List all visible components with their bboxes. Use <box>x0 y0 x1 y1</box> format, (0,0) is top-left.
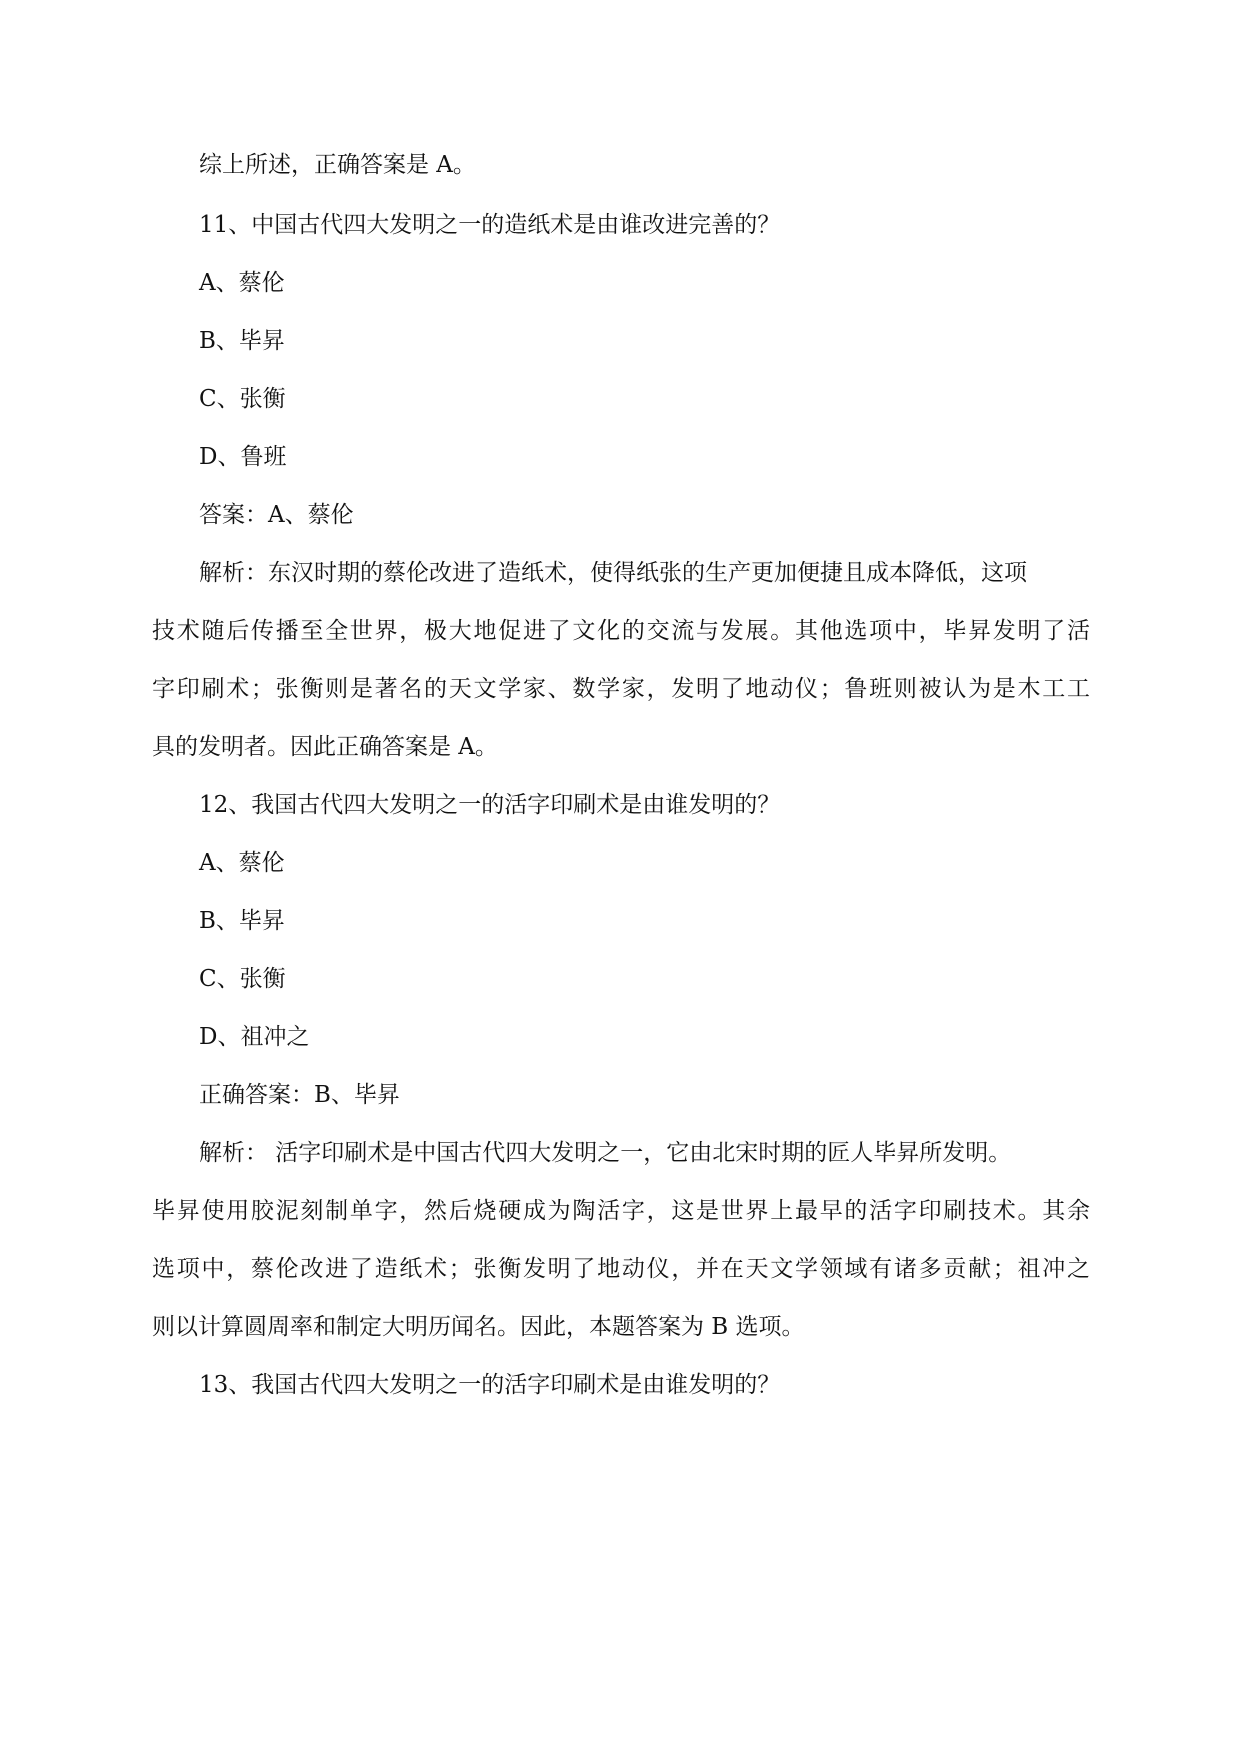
q12-analysis-line-1: 解析： 活字印刷术是中国古代四大发明之一，它由北宋时期的匠人毕昇所发明。 <box>199 1140 1012 1166</box>
summary-line: 综上所述，正确答案是 A。 <box>199 152 476 178</box>
q11-option-d: D、鲁班 <box>199 444 287 470</box>
q12-analysis-line-3: 选项中，蔡伦改进了造纸术；张衡发明了地动仪，并在天文学领域有诸多贡献；祖冲之 <box>152 1256 1090 1282</box>
q11-analysis-line-3: 字印刷术；张衡则是著名的天文学家、数学家，发明了地动仪；鲁班则被认为是木工工 <box>152 676 1090 702</box>
question-13: 13、我国古代四大发明之一的活字印刷术是由谁发明的？ <box>199 1372 781 1398</box>
q12-analysis-line-4: 则以计算圆周率和制定大明历闻名。因此，本题答案为 B 选项。 <box>152 1314 805 1340</box>
q11-analysis-line-4: 具的发明者。因此正确答案是 A。 <box>152 734 498 760</box>
q12-option-a: A、蔡伦 <box>199 850 285 876</box>
q11-answer: 答案：A、蔡伦 <box>199 502 354 528</box>
q12-answer: 正确答案：B、毕昇 <box>199 1082 400 1108</box>
q11-analysis-line-1: 解析：东汉时期的蔡伦改进了造纸术，使得纸张的生产更加便捷且成本降低，这项 <box>199 560 1027 586</box>
question-11: 11、中国古代四大发明之一的造纸术是由谁改进完善的？ <box>199 212 781 238</box>
q12-analysis-line-2: 毕昇使用胶泥刻制单字，然后烧硬成为陶活字，这是世界上最早的活字印刷技术。其余 <box>152 1198 1090 1224</box>
q11-analysis-line-2: 技术随后传播至全世界，极大地促进了文化的交流与发展。其他选项中，毕昇发明了活 <box>152 618 1090 644</box>
question-12: 12、我国古代四大发明之一的活字印刷术是由谁发明的？ <box>199 792 781 818</box>
q11-option-a: A、蔡伦 <box>199 270 285 296</box>
q12-option-c: C、张衡 <box>199 966 286 992</box>
q12-option-b: B、毕昇 <box>199 908 285 934</box>
q12-option-d: D、祖冲之 <box>199 1024 310 1050</box>
q11-option-b: B、毕昇 <box>199 328 285 354</box>
q11-option-c: C、张衡 <box>199 386 286 412</box>
